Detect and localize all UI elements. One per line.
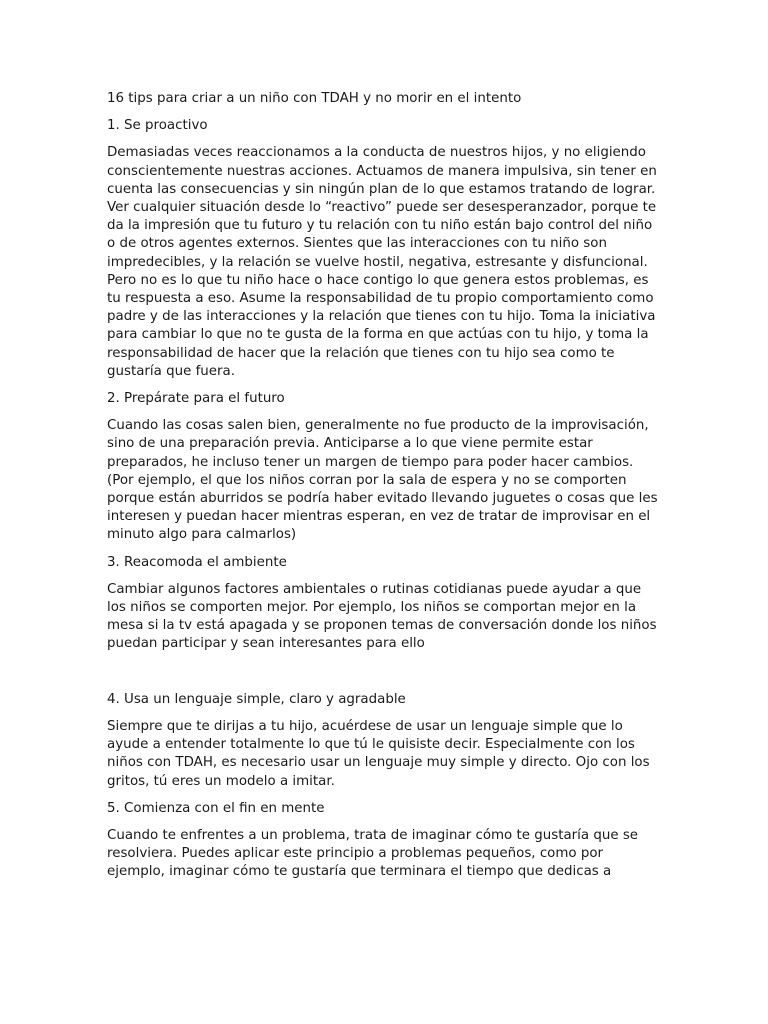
section-body-1: Demasiadas veces reaccionamos a la conducta de nuestros hijos, y no eligiendo conscientemente nuestras acciones. Actuamos de manera impulsiva, sin tener en cuenta las consecuencias y sin ningún plan de lo que estamos tratando de lograr. Ver cualquier situación desde lo “reactivo” puede ser desesperanzador, porque te da la impresión que tu futuro y tu relación con tu niño están bajo control del niño o de otros agentes externos. Sientes que las interacciones con tu niño son impredecibles, y la relación se vuelve hostil, negativa, estresante y disfuncional. Pero no es lo que tu niño hace o hace contigo lo que genera estos problemas, es tu respuesta a eso. Asume la responsabilidad de tu propio comportamiento como padre y de las interacciones y la relación que tienes con tu hijo. Toma la iniciativa para cambiar lo que no te gusta de la forma en que actúas con tu hijo, y toma la responsabilidad de hacer que la relación que tienes con tu hijo sea como te gustaría que fuera. (107, 145, 657, 379)
section-body-3: Cambiar algunos factores ambientales o rutinas cotidianas puede ayudar a que los niños se comporten mejor. Por ejemplo, los niños se comportan mejor en la mesa si la tv está apagada y se proponen temas de conversación donde los niños puedan participar y sean interesantes para ello (107, 581, 657, 652)
section-heading-5: 5. Comienza con el fin en mente (107, 800, 325, 816)
document-page (107, 90, 663, 891)
section-body-2: Cuando las cosas salen bien, generalmente no fue producto de la improvisación, sino de una preparación previa. Anticiparse a lo que viene permite estar preparados, he incluso tener un margen de tiempo para poder hacer cambios. (Por ejemplo, el que los niños corran por la sala de espera y no se comporten porque están aburridos se podría haber evitado llevando juguetes o cosas que les interesen y puedan hacer mientras esperan, en vez de tratar de improvisar en el minuto algo para calmarlos) (107, 418, 658, 543)
section-body-4: Siempre que te dirijas a tu hijo, acuérdese de usar un lenguaje simple que lo ayude a entender totalmente lo que tú le quisiste decir. Especialmente con los niños con TDAH, es necesario usar un lenguaje muy simple y directo. Ojo con los gritos, tú eres un modelo a imitar. (107, 718, 650, 789)
section-heading-3: 3. Reacomoda el ambiente (107, 554, 287, 570)
section-heading-4: 4. Usa un lenguaje simple, claro y agradable (107, 691, 406, 707)
section-heading-2: 2. Prepárate para el futuro (107, 391, 285, 407)
section-heading-1: 1. Se proactivo (107, 118, 208, 134)
document-title: 16 tips para criar a un niño con TDAH y no morir en el intento (107, 91, 522, 106)
blank-line (107, 663, 663, 691)
section-body-5: Cuando te enfrentes a un problema, trata de imaginar cómo te gustaría que se resolviera. Puedes aplicar este principio a problemas pequeños, como por ejemplo, imaginar cómo te gustaría que terminara el tiempo que dedicas a (107, 827, 639, 880)
